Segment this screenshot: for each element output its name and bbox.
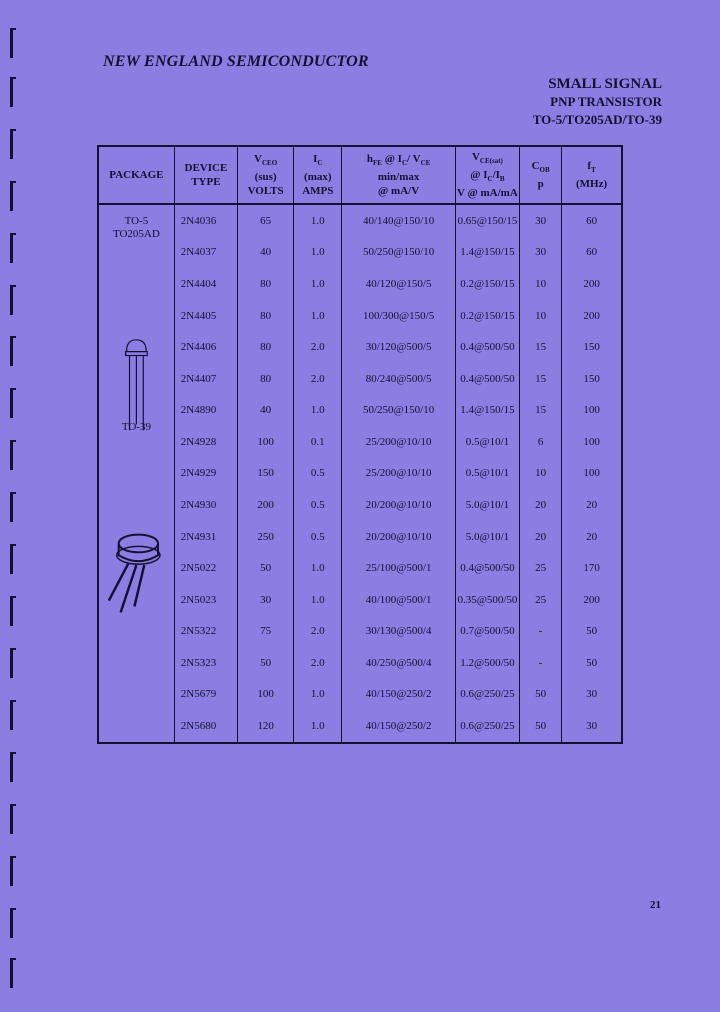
cell-device: 2N5022 bbox=[174, 552, 237, 584]
cell-device: 2N5323 bbox=[174, 647, 237, 679]
cell-cob: 15 bbox=[520, 395, 562, 427]
cell-vcesat: 0.7@500/50 bbox=[455, 616, 519, 648]
cell-ic: 2.0 bbox=[294, 331, 342, 363]
company-name: NEW ENGLAND SEMICONDUCTOR bbox=[103, 53, 369, 70]
heading-line-3: TO-5/TO205AD/TO-39 bbox=[532, 112, 662, 127]
cell-ic: 2.0 bbox=[294, 647, 342, 679]
cell-vceo: 50 bbox=[238, 647, 294, 679]
cell-hfe: 40/120@150/5 bbox=[342, 268, 455, 300]
cell-vcesat: 0.5@10/1 bbox=[455, 458, 519, 490]
cell-vcesat: 0.4@500/50 bbox=[455, 363, 519, 395]
cell-cob: 25 bbox=[520, 584, 562, 616]
cell-device: 2N4929 bbox=[174, 458, 237, 490]
cell-vcesat: 1.2@500/50 bbox=[455, 647, 519, 679]
cell-ft: 60 bbox=[562, 204, 622, 237]
cell-hfe: 20/200@10/10 bbox=[342, 489, 455, 521]
cell-ft: 20 bbox=[562, 521, 622, 553]
binder-mark bbox=[10, 388, 16, 418]
col-header-hfe: $h_{FE}$ @ $I_C/$ $V_{CE}$ min/max @ mA/V bbox=[342, 146, 455, 204]
col-header-ft: $f_T$ (MHz) bbox=[562, 146, 622, 204]
cell-ic: 1.0 bbox=[294, 268, 342, 300]
table-header-row bbox=[98, 146, 622, 204]
cell-hfe: 20/200@10/10 bbox=[342, 521, 455, 553]
cell-vceo: 120 bbox=[238, 710, 294, 743]
cell-device: 2N5023 bbox=[174, 584, 237, 616]
cell-hfe: 50/250@150/10 bbox=[342, 395, 455, 427]
cell-cob: 10 bbox=[520, 300, 562, 332]
cell-device: 2N4890 bbox=[174, 395, 237, 427]
cell-cob: 25 bbox=[520, 552, 562, 584]
cell-vceo: 75 bbox=[238, 616, 294, 648]
col-header-cob: $C_{OB}$ p bbox=[520, 146, 562, 204]
table-row bbox=[98, 237, 622, 269]
binder-mark bbox=[10, 544, 16, 574]
cell-vceo: 40 bbox=[238, 237, 294, 269]
cell-ft: 100 bbox=[562, 395, 622, 427]
cell-hfe: 25/100@500/1 bbox=[342, 552, 455, 584]
binder-mark bbox=[10, 336, 16, 366]
cell-ft: 200 bbox=[562, 300, 622, 332]
table-row bbox=[98, 552, 622, 584]
table-row bbox=[98, 395, 622, 427]
binder-mark bbox=[10, 285, 16, 315]
cell-device: 2N4037 bbox=[174, 237, 237, 269]
cell-hfe: 25/200@10/10 bbox=[342, 458, 455, 490]
cell-ic: 0.5 bbox=[294, 458, 342, 490]
cell-ft: 50 bbox=[562, 647, 622, 679]
cell-cob: 15 bbox=[520, 331, 562, 363]
cell-ic: 2.0 bbox=[294, 363, 342, 395]
cell-vcesat: 0.35@500/50 bbox=[455, 584, 519, 616]
cell-hfe: 40/150@250/2 bbox=[342, 710, 455, 743]
cell-ft: 30 bbox=[562, 710, 622, 743]
cell-ft: 170 bbox=[562, 552, 622, 584]
cell-device: 2N4036 bbox=[174, 204, 237, 237]
cell-vcesat: 0.4@500/50 bbox=[455, 552, 519, 584]
cell-hfe: 30/120@500/5 bbox=[342, 331, 455, 363]
cell-ic: 1.0 bbox=[294, 584, 342, 616]
cell-ic: 0.1 bbox=[294, 426, 342, 458]
cell-vceo: 50 bbox=[238, 552, 294, 584]
cell-device: 2N5680 bbox=[174, 710, 237, 743]
cell-hfe: 30/130@500/4 bbox=[342, 616, 455, 648]
cell-ic: 1.0 bbox=[294, 237, 342, 269]
binder-mark bbox=[10, 804, 16, 834]
cell-hfe: 50/250@150/10 bbox=[342, 237, 455, 269]
binder-mark bbox=[10, 129, 16, 159]
cell-ic: 1.0 bbox=[294, 395, 342, 427]
cell-cob: 6 bbox=[520, 426, 562, 458]
cell-vcesat: 1.4@150/15 bbox=[455, 395, 519, 427]
cell-ft: 30 bbox=[562, 679, 622, 711]
cell-vceo: 80 bbox=[238, 331, 294, 363]
document-heading bbox=[533, 75, 662, 129]
binder-mark bbox=[10, 440, 16, 470]
cell-vcesat: 0.4@500/50 bbox=[455, 331, 519, 363]
table-row bbox=[98, 521, 622, 553]
cell-device: 2N4404 bbox=[174, 268, 237, 300]
cell-ic: 1.0 bbox=[294, 679, 342, 711]
cell-ic: 2.0 bbox=[294, 616, 342, 648]
table-row bbox=[98, 710, 622, 743]
cell-ft: 150 bbox=[562, 331, 622, 363]
cell-device: 2N4406 bbox=[174, 331, 237, 363]
table-row bbox=[98, 616, 622, 648]
cell-device: 2N5322 bbox=[174, 616, 237, 648]
cell-cob: 10 bbox=[520, 268, 562, 300]
cell-vcesat: 0.5@10/1 bbox=[455, 426, 519, 458]
table-row bbox=[98, 458, 622, 490]
package-label-to39: TO-39 bbox=[121, 421, 151, 433]
cell-ic: 0.5 bbox=[294, 521, 342, 553]
col-header-vcesat: $V_{CE(sat)}$ @ $I_C/I_B$ V @ mA/mA bbox=[455, 146, 519, 204]
binder-mark bbox=[10, 700, 16, 730]
cell-ic: 1.0 bbox=[294, 710, 342, 743]
cell-cob: 20 bbox=[520, 521, 562, 553]
cell-vceo: 80 bbox=[238, 268, 294, 300]
cell-ic: 1.0 bbox=[294, 300, 342, 332]
cell-vceo: 250 bbox=[238, 521, 294, 553]
cell-vceo: 200 bbox=[238, 489, 294, 521]
cell-cob: 30 bbox=[520, 204, 562, 237]
cell-ft: 200 bbox=[562, 584, 622, 616]
cell-cob: 50 bbox=[520, 710, 562, 743]
cell-device: 2N4407 bbox=[174, 363, 237, 395]
table-row bbox=[98, 331, 622, 363]
table-row bbox=[98, 204, 622, 237]
cell-vceo: 100 bbox=[238, 426, 294, 458]
binder-mark bbox=[10, 752, 16, 782]
cell-hfe: 25/200@10/10 bbox=[342, 426, 455, 458]
binder-mark bbox=[10, 181, 16, 211]
binder-mark bbox=[10, 648, 16, 678]
binder-mark bbox=[10, 77, 16, 107]
binder-mark bbox=[10, 856, 16, 886]
cell-ft: 200 bbox=[562, 268, 622, 300]
heading-line-2: PNP TRANSISTOR bbox=[550, 94, 662, 109]
to39-package-drawing bbox=[99, 521, 174, 621]
cell-ft: 100 bbox=[562, 458, 622, 490]
table-row bbox=[98, 363, 622, 395]
cell-cob: 30 bbox=[520, 237, 562, 269]
cell-vceo: 30 bbox=[238, 584, 294, 616]
table-row bbox=[98, 647, 622, 679]
cell-ic: 1.0 bbox=[294, 204, 342, 237]
cell-hfe: 100/300@150/5 bbox=[342, 300, 455, 332]
cell-vcesat: 1.4@150/15 bbox=[455, 237, 519, 269]
cell-cob: 50 bbox=[520, 679, 562, 711]
cell-ic: 0.5 bbox=[294, 489, 342, 521]
cell-vcesat: 0.2@150/15 bbox=[455, 300, 519, 332]
cell-ic: 1.0 bbox=[294, 552, 342, 584]
cell-cob: - bbox=[520, 647, 562, 679]
cell-hfe: 40/140@150/10 bbox=[342, 204, 455, 237]
package-label-to5: TO-5 TO205AD bbox=[112, 215, 160, 240]
col-header-package: PACKAGE bbox=[98, 146, 174, 204]
col-header-device-type: DEVICE TYPE bbox=[174, 146, 237, 204]
col-header-vceo: $V_{CEO}$ (sus) VOLTS bbox=[238, 146, 294, 204]
cell-ft: 60 bbox=[562, 237, 622, 269]
cell-vceo: 150 bbox=[238, 458, 294, 490]
heading-line-1: SMALL SIGNAL bbox=[548, 76, 662, 92]
cell-vceo: 40 bbox=[238, 395, 294, 427]
cell-cob: 15 bbox=[520, 363, 562, 395]
binder-mark bbox=[10, 492, 16, 522]
table-row bbox=[98, 679, 622, 711]
cell-ft: 100 bbox=[562, 426, 622, 458]
cell-vcesat: 5.0@10/1 bbox=[455, 489, 519, 521]
cell-vcesat: 0.65@150/15 bbox=[455, 204, 519, 237]
cell-hfe: 40/100@500/1 bbox=[342, 584, 455, 616]
cell-vcesat: 0.6@250/25 bbox=[455, 679, 519, 711]
cell-cob: - bbox=[520, 616, 562, 648]
cell-device: 2N5679 bbox=[174, 679, 237, 711]
package-cell bbox=[98, 204, 174, 743]
transistor-spec-table bbox=[97, 145, 623, 744]
cell-vcesat: 0.2@150/15 bbox=[455, 268, 519, 300]
table-row bbox=[98, 300, 622, 332]
cell-vceo: 80 bbox=[238, 300, 294, 332]
page-number: 21 bbox=[650, 899, 661, 911]
cell-device: 2N4928 bbox=[174, 426, 237, 458]
cell-ft: 20 bbox=[562, 489, 622, 521]
binder-mark bbox=[10, 233, 16, 263]
cell-device: 2N4931 bbox=[174, 521, 237, 553]
table-row bbox=[98, 268, 622, 300]
binder-mark bbox=[10, 596, 16, 626]
cell-cob: 20 bbox=[520, 489, 562, 521]
cell-cob: 10 bbox=[520, 458, 562, 490]
cell-vcesat: 0.6@250/25 bbox=[455, 710, 519, 743]
col-header-ic: $I_C$ (max) AMPS bbox=[294, 146, 342, 204]
binder-mark bbox=[10, 908, 16, 938]
cell-vceo: 65 bbox=[238, 204, 294, 237]
cell-vceo: 100 bbox=[238, 679, 294, 711]
binder-mark bbox=[10, 28, 16, 58]
table-row bbox=[98, 426, 622, 458]
cell-ft: 150 bbox=[562, 363, 622, 395]
cell-device: 2N4405 bbox=[174, 300, 237, 332]
cell-hfe: 40/250@500/4 bbox=[342, 647, 455, 679]
cell-ft: 50 bbox=[562, 616, 622, 648]
table-row bbox=[98, 489, 622, 521]
binder-mark bbox=[10, 958, 16, 988]
table-row bbox=[98, 584, 622, 616]
cell-vceo: 80 bbox=[238, 363, 294, 395]
cell-device: 2N4930 bbox=[174, 489, 237, 521]
cell-hfe: 40/150@250/2 bbox=[342, 679, 455, 711]
cell-vcesat: 5.0@10/1 bbox=[455, 521, 519, 553]
cell-hfe: 80/240@500/5 bbox=[342, 363, 455, 395]
